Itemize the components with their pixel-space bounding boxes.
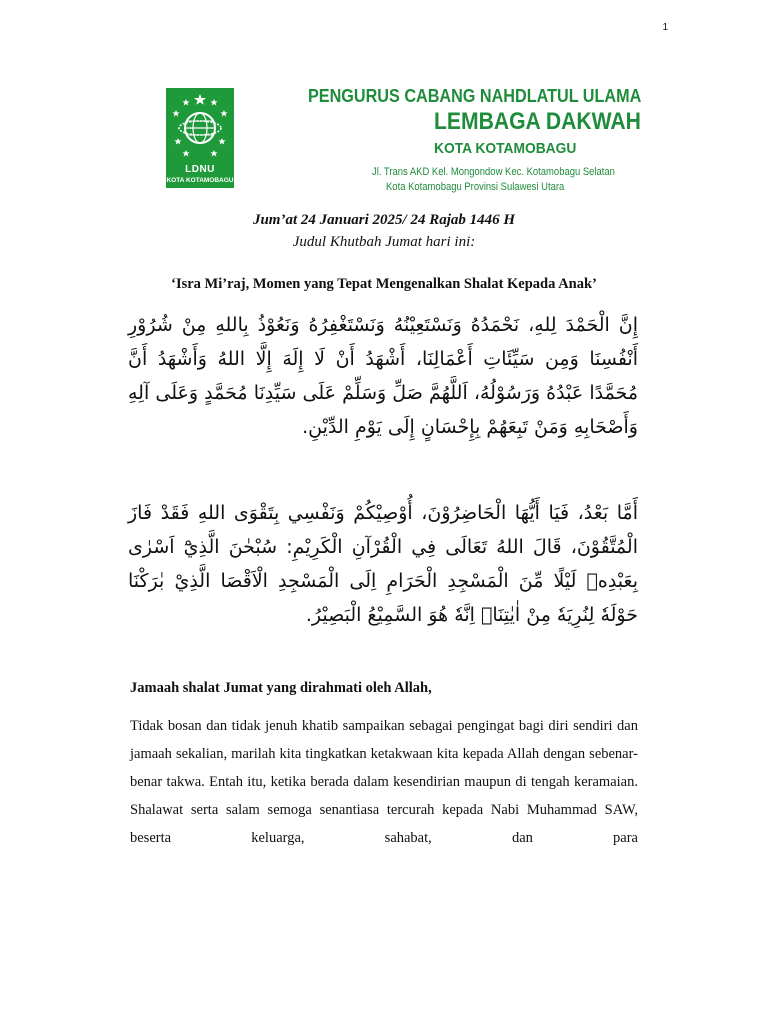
org-name: PENGURUS CABANG NAHDLATUL ULAMA (308, 86, 642, 106)
logo-subtitle: KOTA KOTAMOBAGU (166, 177, 234, 184)
org-city: KOTA KOTAMOBAGU (434, 140, 577, 157)
arabic-quran-verse: أَمَّا بَعْدُ، فَيَا أَيُّهَا الْحَاضِرُوْنَ، أُوْصِيْكُمْ وَنَفْسِي بِتَقْوَى اللهِ فَقَدْ فَازَ الْمُتَّقُوْنَ، قَالَ اللهُ تَعَالَى فِي الْقُرْآنِ الْكَرِيْمِ: سُبْحٰنَ الَّذِيْٓ اَسْرٰى بِعَبْدِهٖ لَيْلًا مِّنَ الْمَسْجِدِ الْحَرَامِ اِلَى الْمَسْجِدِ الْاَقْصَا الَّذِيْ بٰرَكْنَا حَوْلَهٗ لِنُرِيَهٗ مِنْ اٰيٰتِنَاۗ اِنَّهٗ هُوَ السَّمِيْعُ الْبَصِيْرُ. (128, 502, 638, 626)
congregation-greeting: Jamaah shalat Jumat yang dirahmati oleh Allah, (130, 680, 432, 696)
sermon-date: Jum’at 24 Januari 2025/ 24 Rajab 1446 H (252, 212, 516, 228)
body-paragraph: Tidak bosan dan tidak jenuh khatib sampaikan sebagai pengingat bagi diri sendiri dan jamaah sekalian, marilah kita tingkatkan ketakwaan kita kepada Allah dengan sebenar-benar takwa. Entah itu, ketika berada dalam kesendirian maupun di tengah keramaian. Shalawat serta salam semoga senantiasa tercurah kepada Nabi Muhammad SAW, beserta keluarga, sahabat, dan para (130, 718, 638, 846)
ldnu-logo (166, 88, 234, 188)
org-division: LEMBAGA DAKWAH (434, 108, 641, 135)
arabic-opening-prayer: إِنَّ الْحَمْدَ لِلهِ، نَحْمَدُهُ وَنَسْتَعِيْنُهُ وَنَسْتَغْفِرُهُ وَنَعُوْذُ بِاللهِ مِنْ شُرُوْرِ أَنْفُسِنَا وَمِن سَيِّئَاتِ أَعْمَالِنَا، أَشْهَدُ أَنْ لَا إِلَهَ إِلَّا اللهُ وَأَشْهَدُ أَنَّ مُحَمَّدًا عَبْدُهُ وَرَسُوْلُهُ، اَللَّهُمَّ صَلِّ وَسَلِّمْ عَلَى سَيِّدِنَا مُحَمَّدٍ وَعَلَى آلِهِ وَأَصْحَابِهِ وَمَنْ تَبِعَهُمْ بِإِحْسَانٍ إِلَى يَوْمِ الدِّيْنِ. (128, 314, 638, 438)
sermon-subtitle: Judul Khutbah Jumat hari ini: (292, 234, 476, 250)
sermon-title: ‘Isra Mi’raj, Momen yang Tepat Mengenalkan Shalat Kepada Anak’ (171, 276, 597, 292)
org-address-line1: Jl. Trans AKD Kel. Mongondow Kec. Kotamobagu Selatan (372, 166, 615, 178)
org-address-line2: Kota Kotamobagu Provinsi Sulawesi Utara (386, 181, 565, 193)
page-number: 1 (662, 22, 668, 33)
logo-title: LDNU (185, 164, 215, 175)
